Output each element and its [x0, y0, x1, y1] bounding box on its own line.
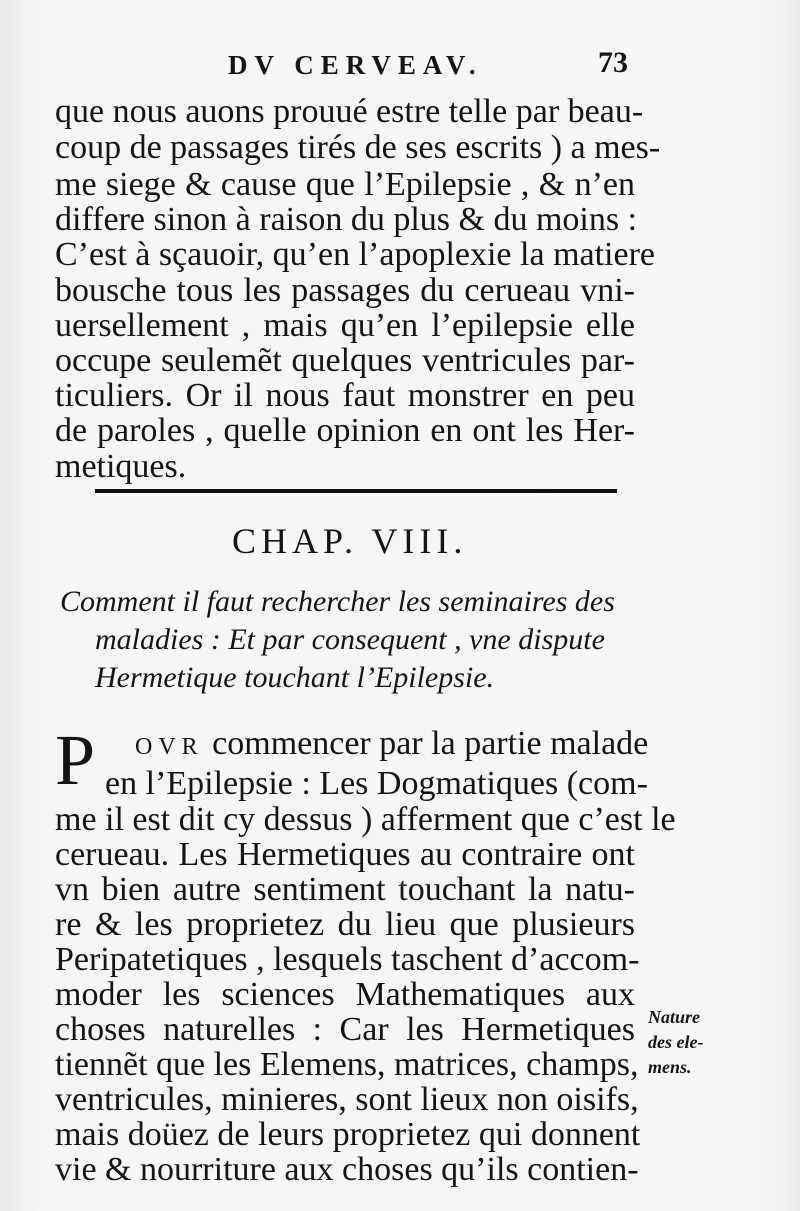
- text-line: Peripatetiques , lesquels taschent d’accom-: [55, 941, 640, 978]
- text-line: en l’Epilepsie : Les Dogmatiques (com-: [105, 765, 648, 802]
- drop-cap: P: [55, 720, 96, 800]
- text-line: de paroles , quelle opinion en ont les Her-: [55, 412, 635, 449]
- margin-note-line: des ele-: [648, 1032, 704, 1052]
- margin-note-line: Nature: [648, 1007, 701, 1027]
- first-line-text: commencer par la partie malade: [212, 725, 649, 762]
- text-line: me siege & cause que l’Epilepsie , & n’en: [55, 166, 635, 203]
- text-line: re & les proprietez du lieu que plusieurs: [55, 906, 635, 943]
- page-number: 73: [598, 46, 628, 79]
- text-line: ventricules, minieres, sont lieux non oisifs,: [55, 1081, 639, 1118]
- summary-line: Hermetique touchant l’Epilepsie.: [95, 661, 495, 694]
- text-line: vie & nourriture aux choses qu’ils contien-: [55, 1151, 639, 1188]
- summary-line: maladies : Et par consequent , vne dispute: [95, 623, 605, 656]
- running-head: DV CERVEAV.: [228, 50, 483, 80]
- text-line: [135, 724, 649, 767]
- text-line: cerueau. Les Hermetiques au contraire ont: [55, 836, 635, 873]
- chapter-rule: [95, 489, 617, 493]
- text-line: vn bien autre sentiment touchant la natu-: [55, 871, 635, 908]
- page-header: [228, 46, 628, 90]
- summary-line: Comment il faut rechercher les seminaires des: [60, 585, 615, 618]
- chapter-title: CHAP. VIII.: [232, 521, 468, 561]
- text-line: ticuliers. Or il nous faut monstrer en peu: [55, 377, 635, 414]
- margin-note-line: mens.: [648, 1057, 692, 1077]
- text-line: differe sinon à raison du plus & du moins :: [55, 201, 638, 238]
- text-line: uersellement , mais qu’en l’epilepsie elle: [55, 307, 635, 344]
- text-line: moder les sciences Mathematiques aux: [55, 976, 635, 1013]
- small-caps-word: OVR: [135, 734, 204, 760]
- text-line: choses naturelles : Car les Hermetiques: [55, 1011, 635, 1048]
- text-line: bousche tous les passages du cerueau vni-: [55, 272, 635, 309]
- text-line: mais doüez de leurs proprietez qui donnent: [55, 1116, 641, 1153]
- text-line: tiennẽt que les Elemens, matrices, champs,: [55, 1046, 639, 1083]
- text-line: occupe seulemẽt quelques ventricules par-: [55, 342, 635, 379]
- text-line: C’est à sçauoir, qu’en l’apoplexie la matiere: [55, 236, 655, 273]
- text-line: metiques.: [55, 448, 187, 485]
- text-line: coup de passages tirés de ses escrits ) a mes-: [55, 129, 661, 166]
- text-line: que nous auons prouué estre telle par beau-: [55, 93, 644, 130]
- text-line: me il est dit cy dessus ) afferment que c’est le: [55, 801, 676, 838]
